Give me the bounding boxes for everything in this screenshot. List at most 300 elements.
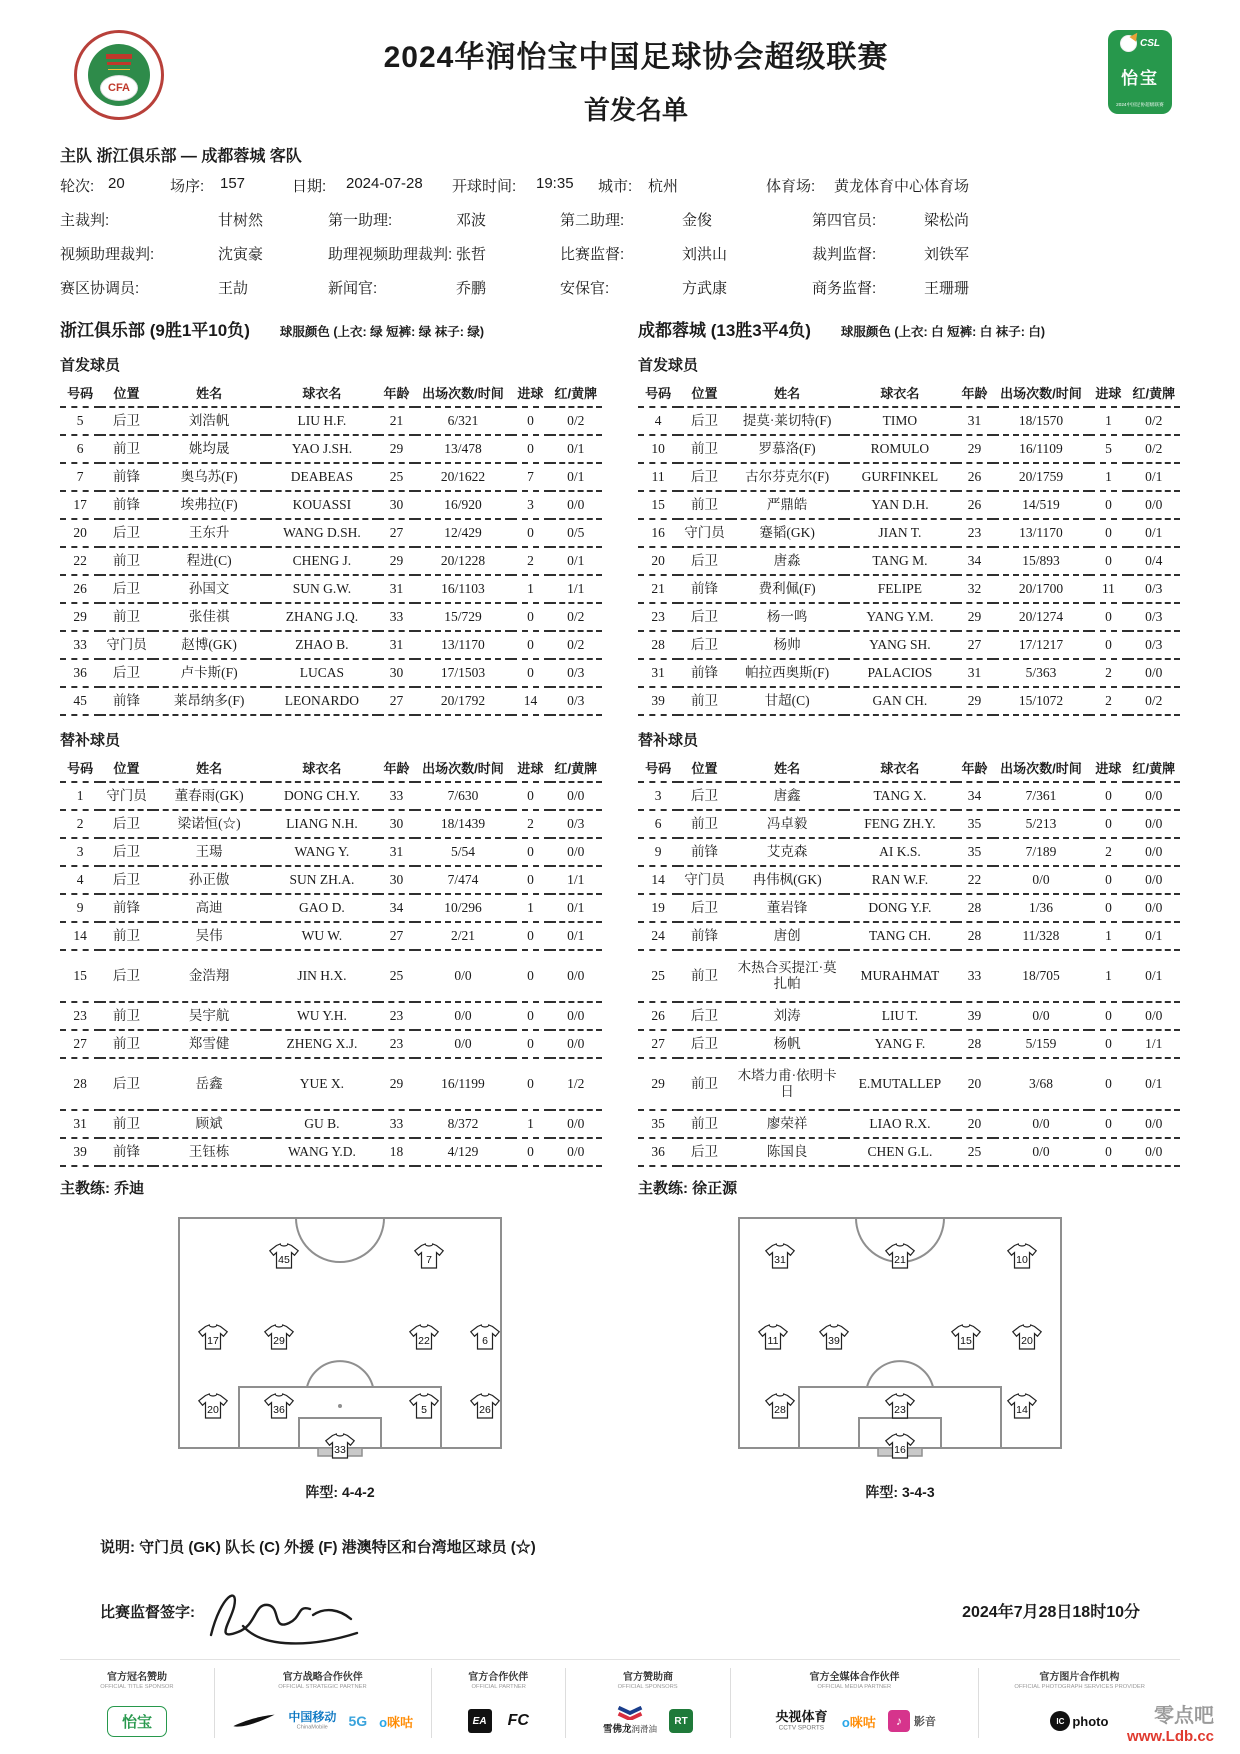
- svg-text:10: 10: [1016, 1253, 1028, 1266]
- table-cell: 前卫: [678, 810, 730, 838]
- table-cell: 0/2: [1128, 407, 1180, 435]
- table-cell: 后卫: [678, 894, 730, 922]
- table-cell: 0/0: [550, 1138, 602, 1166]
- table-cell: 23: [378, 1002, 414, 1030]
- info-pair: [560, 243, 812, 264]
- supervisor-signature-scribble: [201, 1579, 371, 1657]
- table-cell: 唐鑫: [731, 782, 844, 810]
- table-cell: 前卫: [100, 922, 152, 950]
- table-cell: 0/3: [550, 687, 602, 715]
- table-cell: 16/1199: [415, 1058, 512, 1110]
- column-header: 球衣名: [844, 754, 957, 782]
- table-cell: 姚均晟: [153, 435, 266, 463]
- table-cell: 前卫: [100, 1110, 152, 1138]
- info-value: 19:35: [536, 175, 574, 192]
- table-cell: 0: [1089, 519, 1127, 547]
- table-cell: 前锋: [100, 1138, 152, 1166]
- table-cell: 冯卓毅: [731, 810, 844, 838]
- table-cell: 艾克森: [731, 838, 844, 866]
- coach-name: 徐正源: [692, 1180, 738, 1197]
- table-cell: 27: [638, 1030, 678, 1058]
- column-header: 号码: [60, 754, 100, 782]
- table-cell: 30: [378, 491, 414, 519]
- column-header: 进球: [1089, 379, 1127, 407]
- table-cell: 13/1170: [415, 631, 512, 659]
- table-cell: ZHAO B.: [266, 631, 379, 659]
- table-cell: 0/3: [550, 810, 602, 838]
- table-row: [638, 659, 1180, 687]
- table-cell: 20/1759: [993, 463, 1090, 491]
- table-cell: 20/1228: [415, 547, 512, 575]
- table-row: [60, 519, 602, 547]
- info-label: 比赛监督:: [560, 246, 625, 263]
- table-cell: 9: [638, 838, 678, 866]
- table-cell: 29: [956, 603, 992, 631]
- table-cell: 0: [511, 866, 549, 894]
- table-cell: 2: [1089, 838, 1127, 866]
- jersey-icon: [470, 1324, 500, 1350]
- column-header: 球衣名: [266, 754, 379, 782]
- table-row: [638, 687, 1180, 715]
- jersey-icon: [1007, 1393, 1037, 1419]
- table-cell: 5/159: [993, 1030, 1090, 1058]
- info-pair: [598, 175, 766, 196]
- table-cell: 27: [60, 1030, 100, 1058]
- table-cell: LIANG N.H.: [266, 810, 379, 838]
- jersey-icon: [269, 1243, 299, 1269]
- info-label: 日期:: [292, 178, 327, 195]
- player-jersey: [1007, 1243, 1037, 1269]
- table-cell: 29: [956, 687, 992, 715]
- table-cell: 17: [60, 491, 100, 519]
- table-cell: JIN H.X.: [266, 950, 379, 1002]
- svg-text:21: 21: [894, 1253, 906, 1266]
- table-cell: 0/1: [550, 894, 602, 922]
- table-cell: 21: [378, 407, 414, 435]
- jersey-icon: [1012, 1324, 1042, 1350]
- table-cell: 王东升: [153, 519, 266, 547]
- table-cell: 18/1439: [415, 810, 512, 838]
- sponsor-group-label: 官方赞助商: [623, 1672, 674, 1683]
- column-header: 年龄: [956, 754, 992, 782]
- table-row: [638, 1110, 1180, 1138]
- jersey-icon: [198, 1324, 228, 1350]
- info-value: 王珊珊: [924, 280, 970, 297]
- column-header: 年龄: [378, 754, 414, 782]
- info-pair: [328, 209, 560, 230]
- table-cell: 19: [638, 894, 678, 922]
- table-cell: 前卫: [100, 603, 152, 631]
- table-cell: SUN ZH.A.: [266, 866, 379, 894]
- table-cell: 29: [956, 435, 992, 463]
- table-cell: 0: [1089, 1138, 1127, 1166]
- column-header: 位置: [100, 754, 152, 782]
- player-jersey: [885, 1393, 915, 1419]
- table-cell: 0/0: [1128, 894, 1180, 922]
- svg-text:5: 5: [421, 1403, 428, 1416]
- table-cell: 后卫: [100, 407, 152, 435]
- table-cell: 20: [60, 519, 100, 547]
- table-cell: YAN D.H.: [844, 491, 957, 519]
- table-cell: 11/328: [993, 922, 1090, 950]
- player-jersey: [765, 1393, 795, 1419]
- table-cell: 后卫: [678, 1030, 730, 1058]
- info-label: 新闻官:: [328, 280, 378, 297]
- table-cell: 8/372: [415, 1110, 512, 1138]
- table-cell: 0/1: [550, 922, 602, 950]
- svg-text:20: 20: [1021, 1334, 1033, 1347]
- info-value: 金俊: [682, 212, 713, 229]
- table-cell: 前卫: [100, 435, 152, 463]
- info-value: 黄龙体育中心体育场: [834, 178, 970, 195]
- table-cell: 5/54: [415, 838, 512, 866]
- table-cell: 22: [60, 547, 100, 575]
- nike-swoosh-icon: [232, 1714, 276, 1729]
- table-cell: 木塔力甫·依明卡日: [731, 1058, 844, 1110]
- table-cell: 15/893: [993, 547, 1090, 575]
- csl-script-text: CSL: [1140, 38, 1160, 49]
- table-cell: 9: [60, 894, 100, 922]
- match-teams-line: 主队 浙江俱乐部 — 成都蓉城 客队: [60, 148, 302, 165]
- table-cell: 18: [378, 1138, 414, 1166]
- table-cell: 2: [511, 547, 549, 575]
- team-name: 浙江俱乐部 (9胜1平10负): [60, 321, 250, 340]
- info-value: 甘树然: [218, 212, 264, 229]
- chevron-text: 雪佛龙润滑油: [603, 1723, 658, 1735]
- column-header: 姓名: [731, 379, 844, 407]
- player-jersey: [198, 1324, 228, 1350]
- table-cell: 13/478: [415, 435, 512, 463]
- table-cell: 7/630: [415, 782, 512, 810]
- column-header: 姓名: [731, 754, 844, 782]
- table-cell: 3: [60, 838, 100, 866]
- info-label: 商务监督:: [812, 280, 877, 297]
- table-cell: KOUASSI: [266, 491, 379, 519]
- table-cell: 古尔芬克尔(F): [731, 463, 844, 491]
- svg-text:17: 17: [207, 1334, 219, 1347]
- table-cell: 0/0: [993, 866, 1090, 894]
- table-cell: 20: [956, 1110, 992, 1138]
- svg-text:22: 22: [418, 1334, 430, 1347]
- column-header: 红/黄牌: [550, 379, 602, 407]
- table-cell: 15: [638, 491, 678, 519]
- player-jersey: [470, 1393, 500, 1419]
- table-cell: 45: [60, 687, 100, 715]
- table-cell: 0/1: [550, 435, 602, 463]
- jersey-icon: [198, 1393, 228, 1419]
- column-header: 号码: [638, 379, 678, 407]
- table-cell: 3: [511, 491, 549, 519]
- info-value: 乔鹏: [456, 280, 487, 297]
- jersey-icon: [409, 1393, 439, 1419]
- table-cell: E.MUTALLEP: [844, 1058, 957, 1110]
- table-cell: 27: [378, 519, 414, 547]
- table-cell: 吴宇航: [153, 1002, 266, 1030]
- player-jersey: [1012, 1324, 1042, 1350]
- table-cell: 20: [956, 1058, 992, 1110]
- jersey-icon: [765, 1243, 795, 1269]
- table-cell: 18/1570: [993, 407, 1090, 435]
- table-cell: 14: [638, 866, 678, 894]
- table-cell: 0: [511, 950, 549, 1002]
- table-cell: 梁诺恒(☆): [153, 810, 266, 838]
- table-cell: 吴伟: [153, 922, 266, 950]
- table-cell: 7/189: [993, 838, 1090, 866]
- table-row: [60, 1002, 602, 1030]
- column-header: 号码: [638, 754, 678, 782]
- table-cell: 0: [511, 659, 549, 687]
- table-cell: CHEN G.L.: [844, 1138, 957, 1166]
- column-header: 进球: [1089, 754, 1127, 782]
- table-cell: 25: [956, 1138, 992, 1166]
- table-header-row: [60, 754, 602, 782]
- table-row: [60, 1138, 602, 1166]
- coach-name: 乔迪: [114, 1180, 145, 1197]
- table-cell: 0/0: [550, 1030, 602, 1058]
- info-pair: [452, 175, 598, 196]
- svg-text:45: 45: [278, 1253, 290, 1266]
- table-cell: 董春雨(GK): [153, 782, 266, 810]
- sponsor-group-sublabel: OFFICIAL PARTNER: [471, 1683, 526, 1690]
- table-row: [638, 950, 1180, 1002]
- table-cell: 王钰栋: [153, 1138, 266, 1166]
- table-cell: 0: [1089, 782, 1127, 810]
- starters-title: 首发球员: [638, 357, 699, 374]
- table-cell: 郑雪健: [153, 1030, 266, 1058]
- away-formation-caption: 阵型: 3-4-3: [865, 1484, 935, 1500]
- sponsor-logos: [107, 1704, 167, 1738]
- info-label: 视频助理裁判:: [60, 246, 155, 263]
- table-row: [638, 1058, 1180, 1110]
- table-cell: 0: [511, 782, 549, 810]
- column-header: 球衣名: [844, 379, 957, 407]
- away-formation-column: [620, 1214, 1180, 1502]
- table-cell: 前锋: [100, 491, 152, 519]
- table-cell: 35: [956, 838, 992, 866]
- table-cell: 后卫: [100, 950, 152, 1002]
- table-cell: 4: [638, 407, 678, 435]
- table-cell: 26: [60, 575, 100, 603]
- table-cell: 35: [638, 1110, 678, 1138]
- table-cell: 0/3: [1128, 575, 1180, 603]
- info-label: 体育场:: [766, 178, 816, 195]
- table-cell: 后卫: [100, 575, 152, 603]
- table-row: [60, 407, 602, 435]
- fc-mark: FC: [507, 1712, 529, 1729]
- table-cell: 0: [511, 435, 549, 463]
- table-cell: 18/705: [993, 950, 1090, 1002]
- table-cell: 33: [956, 950, 992, 1002]
- table-cell: 0/2: [550, 631, 602, 659]
- info-value: 王劼: [218, 280, 249, 297]
- table-row: [60, 894, 602, 922]
- table-cell: 守门员: [100, 631, 152, 659]
- watermark: [1127, 1704, 1214, 1746]
- table-cell: 杨帅: [731, 631, 844, 659]
- table-cell: 1/36: [993, 894, 1090, 922]
- home-team-section: [60, 316, 602, 1198]
- table-cell: 守门员: [100, 782, 152, 810]
- table-cell: 杨一鸣: [731, 603, 844, 631]
- info-label: 赛区协调员:: [60, 280, 140, 297]
- table-cell: 莱昂纳多(F): [153, 687, 266, 715]
- table-cell: 5/213: [993, 810, 1090, 838]
- table-cell: 34: [956, 782, 992, 810]
- starters-title: 首发球员: [60, 357, 121, 374]
- jersey-icon: [819, 1324, 849, 1350]
- formation-diagrams: [60, 1214, 1180, 1502]
- table-row: [638, 435, 1180, 463]
- csl-yibao-logo: [1108, 30, 1172, 114]
- leaf-icon: [1129, 30, 1140, 41]
- table-cell: 后卫: [100, 519, 152, 547]
- table-cell: TANG M.: [844, 547, 957, 575]
- table-cell: 1: [1089, 407, 1127, 435]
- table-cell: 25: [638, 950, 678, 1002]
- table-cell: 守门员: [678, 866, 730, 894]
- player-jersey: [414, 1243, 444, 1269]
- table-cell: 0/2: [550, 407, 602, 435]
- table-cell: 13/1170: [993, 519, 1090, 547]
- table-cell: YUE X.: [266, 1058, 379, 1110]
- info-pair: [812, 209, 1180, 230]
- svg-text:16: 16: [894, 1444, 906, 1457]
- jersey-icon: [885, 1433, 915, 1459]
- table-cell: ZHANG J.Q.: [266, 603, 379, 631]
- ea-sports-logo: EA: [468, 1709, 492, 1733]
- svg-text:7: 7: [426, 1253, 433, 1266]
- table-cell: 3/68: [993, 1058, 1090, 1110]
- table-cell: 28: [956, 1030, 992, 1058]
- table-cell: 0: [511, 1002, 549, 1030]
- table-row: [60, 810, 602, 838]
- info-label: 城市:: [598, 178, 633, 195]
- table-cell: 前卫: [678, 1110, 730, 1138]
- table-cell: 0: [511, 1138, 549, 1166]
- sponsor-logos: [468, 1704, 529, 1738]
- table-cell: 17/1503: [415, 659, 512, 687]
- table-cell: 费利佩(F): [731, 575, 844, 603]
- table-cell: DONG CH.Y.: [266, 782, 379, 810]
- table-row: [60, 631, 602, 659]
- column-header: 姓名: [153, 754, 266, 782]
- table-cell: 程进(C): [153, 547, 266, 575]
- table-cell: 14/519: [993, 491, 1090, 519]
- info-label: 场序:: [170, 178, 205, 195]
- table-cell: GAO D.: [266, 894, 379, 922]
- table-cell: 6: [638, 810, 678, 838]
- table-row: [638, 631, 1180, 659]
- table-cell: 0/5: [550, 519, 602, 547]
- table-cell: 34: [956, 547, 992, 575]
- table-cell: DEABEAS: [266, 463, 379, 491]
- player-jersey: [325, 1433, 355, 1459]
- away-team-header: [638, 316, 1180, 341]
- column-header: 红/黄牌: [1128, 379, 1180, 407]
- page-title: 2024华润怡宝中国足球协会超级联赛: [383, 41, 889, 74]
- table-cell: 刘涛: [731, 1002, 844, 1030]
- jersey-icon: [1007, 1243, 1037, 1269]
- table-row: [60, 659, 602, 687]
- table-cell: LIAO R.X.: [844, 1110, 957, 1138]
- table-cell: 1: [60, 782, 100, 810]
- table-cell: 34: [378, 894, 414, 922]
- table-cell: TANG X.: [844, 782, 957, 810]
- player-jersey: [269, 1243, 299, 1269]
- kit-colors: 球服颜色 (上衣: 白 短裤: 白 袜子: 白): [840, 325, 1046, 339]
- table-cell: 2: [1089, 687, 1127, 715]
- china-mobile-logo: 中国移动 ChinaMobile: [288, 1709, 337, 1730]
- table-cell: 0/0: [550, 1002, 602, 1030]
- home-team-header: [60, 316, 602, 341]
- table-cell: 16/1109: [993, 435, 1090, 463]
- table-cell: 7: [511, 463, 549, 491]
- table-cell: 0: [1089, 603, 1127, 631]
- table-cell: 孙正傲: [153, 866, 266, 894]
- table-row: [60, 435, 602, 463]
- table-cell: 33: [378, 1110, 414, 1138]
- away-starters-table: [638, 379, 1180, 716]
- table-cell: ZHENG X.J.: [266, 1030, 379, 1058]
- player-jersey: [470, 1324, 500, 1350]
- info-value: 方武康: [682, 280, 728, 297]
- table-cell: FELIPE: [844, 575, 957, 603]
- media-sponsor-logo: ♪ 影音: [888, 1710, 936, 1732]
- table-cell: 提莫·莱切特(F): [731, 407, 844, 435]
- kit-colors: 球服颜色 (上衣: 绿 短裤: 绿 袜子: 绿): [279, 325, 485, 339]
- table-cell: 25: [378, 950, 414, 1002]
- home-formation-caption: 阵型: 4-4-2: [305, 1484, 375, 1500]
- table-cell: 1/1: [550, 575, 602, 603]
- table-cell: 王瑒: [153, 838, 266, 866]
- table-cell: YAO J.SH.: [266, 435, 379, 463]
- table-cell: 2: [1089, 659, 1127, 687]
- table-cell: 20/1700: [993, 575, 1090, 603]
- away-subs-table: [638, 754, 1180, 1167]
- table-cell: 0: [1089, 810, 1127, 838]
- info-pair: [328, 277, 560, 298]
- table-cell: 1: [511, 575, 549, 603]
- table-cell: 0: [1089, 1002, 1127, 1030]
- sponsor-band: [60, 1659, 1180, 1738]
- table-row: [60, 782, 602, 810]
- info-pair: [812, 277, 1180, 298]
- table-cell: 后卫: [678, 407, 730, 435]
- table-cell: 唐淼: [731, 547, 844, 575]
- table-cell: 后卫: [678, 463, 730, 491]
- jersey-icon: [885, 1243, 915, 1269]
- table-cell: 0/2: [550, 603, 602, 631]
- info-pair: [60, 243, 328, 264]
- table-row: [60, 838, 602, 866]
- sponsor-group-sublabel: OFFICIAL TITLE SPONSOR: [100, 1683, 174, 1690]
- sponsor-group: [566, 1668, 731, 1738]
- table-cell: 15/1072: [993, 687, 1090, 715]
- table-row: [638, 922, 1180, 950]
- column-header: 进球: [511, 379, 549, 407]
- table-cell: YANG F.: [844, 1030, 957, 1058]
- table-cell: 0: [1089, 547, 1127, 575]
- column-header: 位置: [100, 379, 152, 407]
- table-cell: 冉伟枫(GK): [731, 866, 844, 894]
- legend-note: 说明: 守门员 (GK) 队长 (C) 外援 (F) 港澳特区和台湾地区球员 (☆): [100, 1539, 536, 1556]
- migu-logo: o咪咕: [841, 1714, 876, 1730]
- home-subs-table: [60, 754, 602, 1167]
- table-cell: 2/21: [415, 922, 512, 950]
- column-header: 进球: [511, 754, 549, 782]
- sponsor-logos: [1050, 1704, 1108, 1738]
- table-row: [638, 547, 1180, 575]
